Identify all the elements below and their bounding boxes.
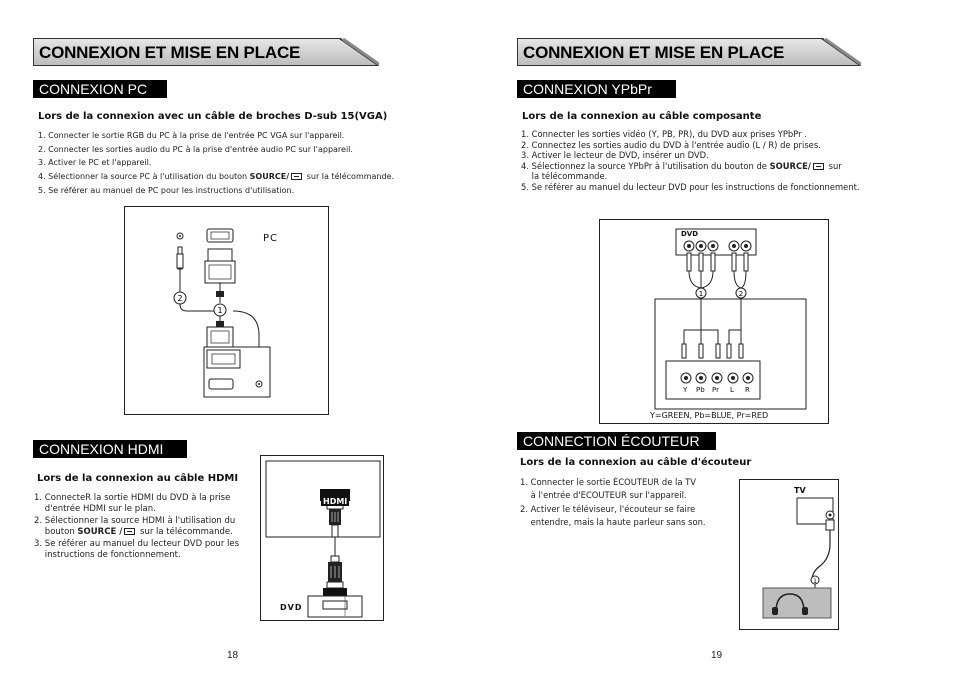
hdmi-step-2: 2. Sélectionner la source HDMI à l'utilisation du [34,515,236,526]
svg-text:2: 2 [738,290,744,298]
pc-section-title: CONNEXION PC [33,80,167,98]
ypbpr-diagram [599,219,829,424]
ypbpr-step-1: 1. Connecter les sorties vidéo (Y, PB, PR), du DVD aux prises YPbPr . [521,129,807,139]
jack-label-pr: Pr [712,386,719,394]
headphone-diagram [739,479,839,630]
tv-label: TV [794,486,806,495]
pc-subtitle: Lors de la connexion avec un câble de broches D-sub 15(VGA) [38,111,388,122]
right-page-header: CONNEXION ET MISE EN PLACE [517,38,861,66]
pc-diagram [124,206,329,415]
source-icon [291,173,302,180]
hdmi-step-3b: instructions de fonctionnement. [34,550,181,561]
color-legend: Y=GREEN, Pb=BLUE, Pr=RED [650,411,769,420]
pc-step-4: 4. Sélectionner la source PC à l'utilisation du bouton SOURCE/ sur la télécommande. [38,172,395,182]
hdmi-step-2b: bouton SOURCE / sur la télécommande. [34,527,233,538]
pc-label: PC [263,233,279,244]
source-icon [124,528,135,535]
headphone-steps [520,476,706,530]
dvd-label: DVD [280,603,303,612]
svg-text:1: 1 [813,578,817,585]
ypbpr-step-5: 5. Se référer au manuel du lecteur DVD pour les instructions de fonctionnement. [521,181,860,192]
svg-text:1: 1 [217,306,223,315]
left-page-header: CONNEXION ET MISE EN PLACE [33,38,379,66]
pc-step-2: 2. Connecter les sorties audio du PC à la prise d'entrée audio PC sur l'appareil. [38,144,353,154]
ypbpr-step-2: 2. Connectez les sorties audio du DVD à l'entrée audio (L / R) de prises. [521,139,821,150]
ypbpr-step-4b: la télécommande. [521,171,608,181]
ypbpr-step-4: 4. Sélectionnez la source YPbPr à l'utilisation du bouton de SOURCE/ sur [521,160,842,171]
pc-step-3: 3. Activer le PC et l'appareil. [38,158,152,168]
jack-label-r: R [745,386,750,394]
hdmi-diagram [260,455,384,621]
headphone-subtitle: Lors de la connexion au câble d'écouteur [520,457,752,468]
pc-steps [38,129,394,198]
headphone-step-1b: à l'entrée d'ECOUTEUR sur l'appareil. [520,490,687,501]
ypbpr-subtitle: Lors de la connexion au câble composante [522,111,762,122]
source-icon [813,163,824,170]
jack-label-pb: Pb [696,386,705,394]
ypbpr-step-3: 3. Activer le lecteur de DVD, insérer un DVD. [521,150,709,160]
headphone-section-title: CONNECTION ÉCOUTEUR [517,432,716,450]
pc-step-5: 5. Se référer au manuel de PC pour les instructions d'utilisation. [38,185,295,195]
headphone-step-2b: entendre, mais la haute parleur sans son. [520,517,706,528]
hdmi-steps [34,493,239,561]
svg-text:2: 2 [177,294,183,303]
hdmi-step-1b: d'entrée HDMI sur le plan. [34,504,156,515]
ypbpr-dvd-label: DVD [681,230,699,238]
page-number-right: 19 [711,650,723,661]
svg-text:1: 1 [698,290,704,298]
ypbpr-steps [521,129,860,192]
jack-label-l: L [730,386,734,394]
pc-step-1: 1. Connecter le sortie RGB du PC à la prise de l'entrée PC VGA sur l'appareil. [38,131,345,140]
jack-label-y: Y [683,386,688,394]
headphone-step-2: 2. Activer le téléviseur, l'écouteur se faire [520,503,696,514]
hdmi-section-title: CONNEXION HDMI [33,440,187,458]
headphone-step-1: 1. Connecter le sortie ÉCOUTEUR de la TV [520,477,697,487]
hdmi-step-3: 3. Se référer au manuel du lecteur DVD pour les [34,538,240,549]
hdmi-step-1: 1. ConnecteR la sortie HDMI du DVD à la prise [34,493,231,503]
hdmi-port-label: HDMI [323,497,348,506]
ypbpr-section-title: CONNEXION YPbPr [517,80,676,98]
hdmi-subtitle: Lors de la connexion au câble HDMI [37,473,239,484]
page-number-left: 18 [227,650,239,661]
